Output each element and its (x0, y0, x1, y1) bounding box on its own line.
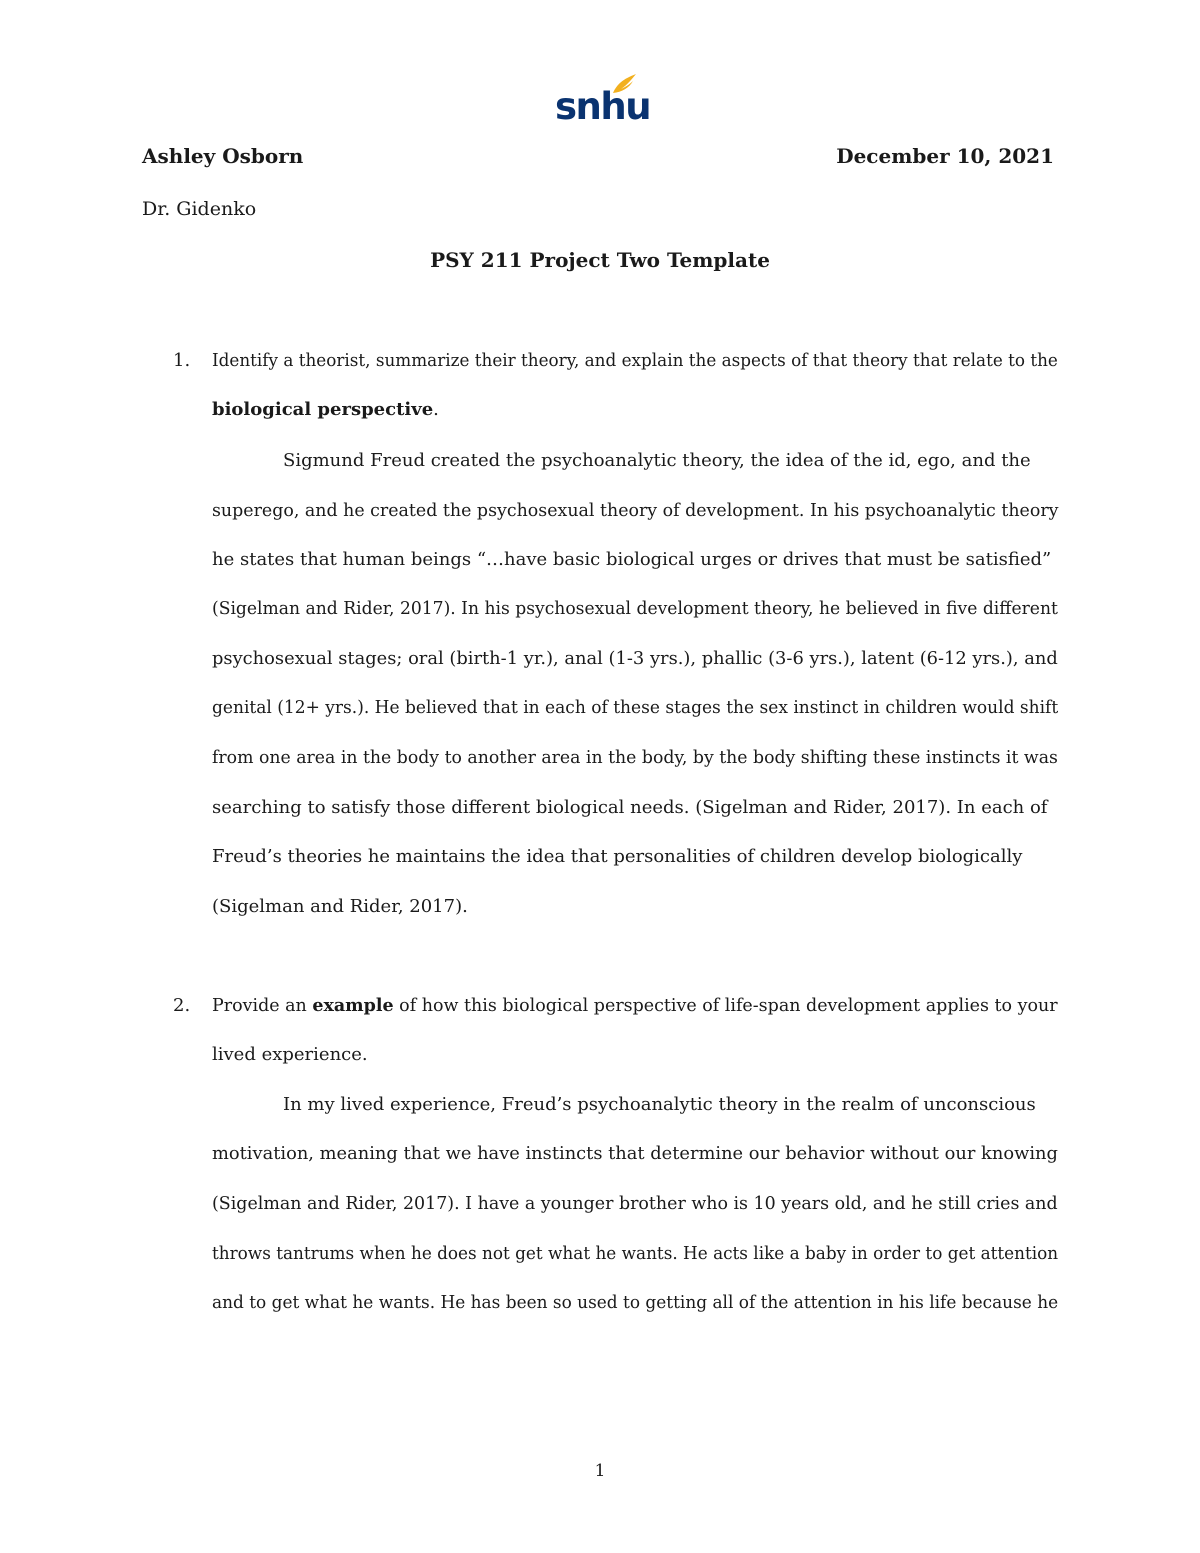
answer-line: from one area in the body to another area in the body, by the body shifting these instincts it was (212, 747, 1058, 768)
answer-line: (Sigelman and Rider, 2017). I have a younger brother who is 10 years old, and he still cries and (212, 1193, 1058, 1214)
page-number: 1 (594, 1461, 606, 1481)
prompt-rest: of how this biological perspective of life-span development applies to your (393, 995, 1058, 1016)
answer-line: In my lived experience, Freud’s psychoanalytic theory in the realm of unconscious (283, 1094, 1036, 1115)
question-prompt (212, 997, 1058, 1015)
prompt-start: Provide an (212, 995, 313, 1016)
question-prompt-line2 (212, 401, 439, 419)
answer-line: Freud’s theories he maintains the idea that personalities of children develop biologically (212, 846, 1023, 867)
instructor-name: Dr. Gidenko (142, 198, 257, 220)
question-prompt-line2: lived experience. (212, 1044, 368, 1065)
answer-line: superego, and he created the psychosexual theory of development. In his psychoanalytic theory (212, 500, 1059, 521)
answer-line: Sigmund Freud created the psychoanalytic theory, the idea of the id, ego, and the (283, 450, 1031, 471)
answer-line: psychosexual stages; oral (birth-1 yr.), anal (1-3 yrs.), phallic (3-6 yrs.), latent (6-12 yrs.), and (212, 648, 1058, 669)
question-prompt: Identify a theorist, summarize their theory, and explain the aspects of that theory that relate to the (212, 350, 1058, 371)
answer-line: and to get what he wants. He has been so used to getting all of the attention in his life because he (212, 1292, 1059, 1313)
logo-text: snhu (555, 85, 651, 128)
author-name: Ashley Osborn (142, 144, 304, 168)
answer-line: genital (12+ yrs.). He believed that in each of these stages the sex instinct in children would shift (212, 697, 1059, 718)
answer-line: motivation, meaning that we have instincts that determine our behavior without our knowing (212, 1143, 1058, 1164)
snhu-logo (555, 72, 651, 134)
answer-line: (Sigelman and Rider, 2017). In his psychosexual development theory, he believed in five different (212, 598, 1058, 619)
answer-line: he states that human beings “…have basic biological urges or drives that must be satisfied” (212, 549, 1052, 570)
answer-line: searching to satisfy those different biological needs. (Sigelman and Rider, 2017). In each of (212, 797, 1048, 818)
emphasis-text: biological perspective (212, 399, 434, 420)
question-number: 1. (173, 350, 191, 371)
question-number: 2. (173, 995, 191, 1016)
prompt-end: . (433, 399, 439, 420)
page-title: PSY 211 Project Two Template (430, 248, 770, 272)
answer-line: (Sigelman and Rider, 2017). (212, 896, 468, 917)
emphasis-text: example (312, 995, 394, 1016)
answer-line: throws tantrums when he does not get what he wants. He acts like a baby in order to get attention (212, 1243, 1059, 1264)
document-date: December 10, 2021 (836, 144, 1054, 168)
